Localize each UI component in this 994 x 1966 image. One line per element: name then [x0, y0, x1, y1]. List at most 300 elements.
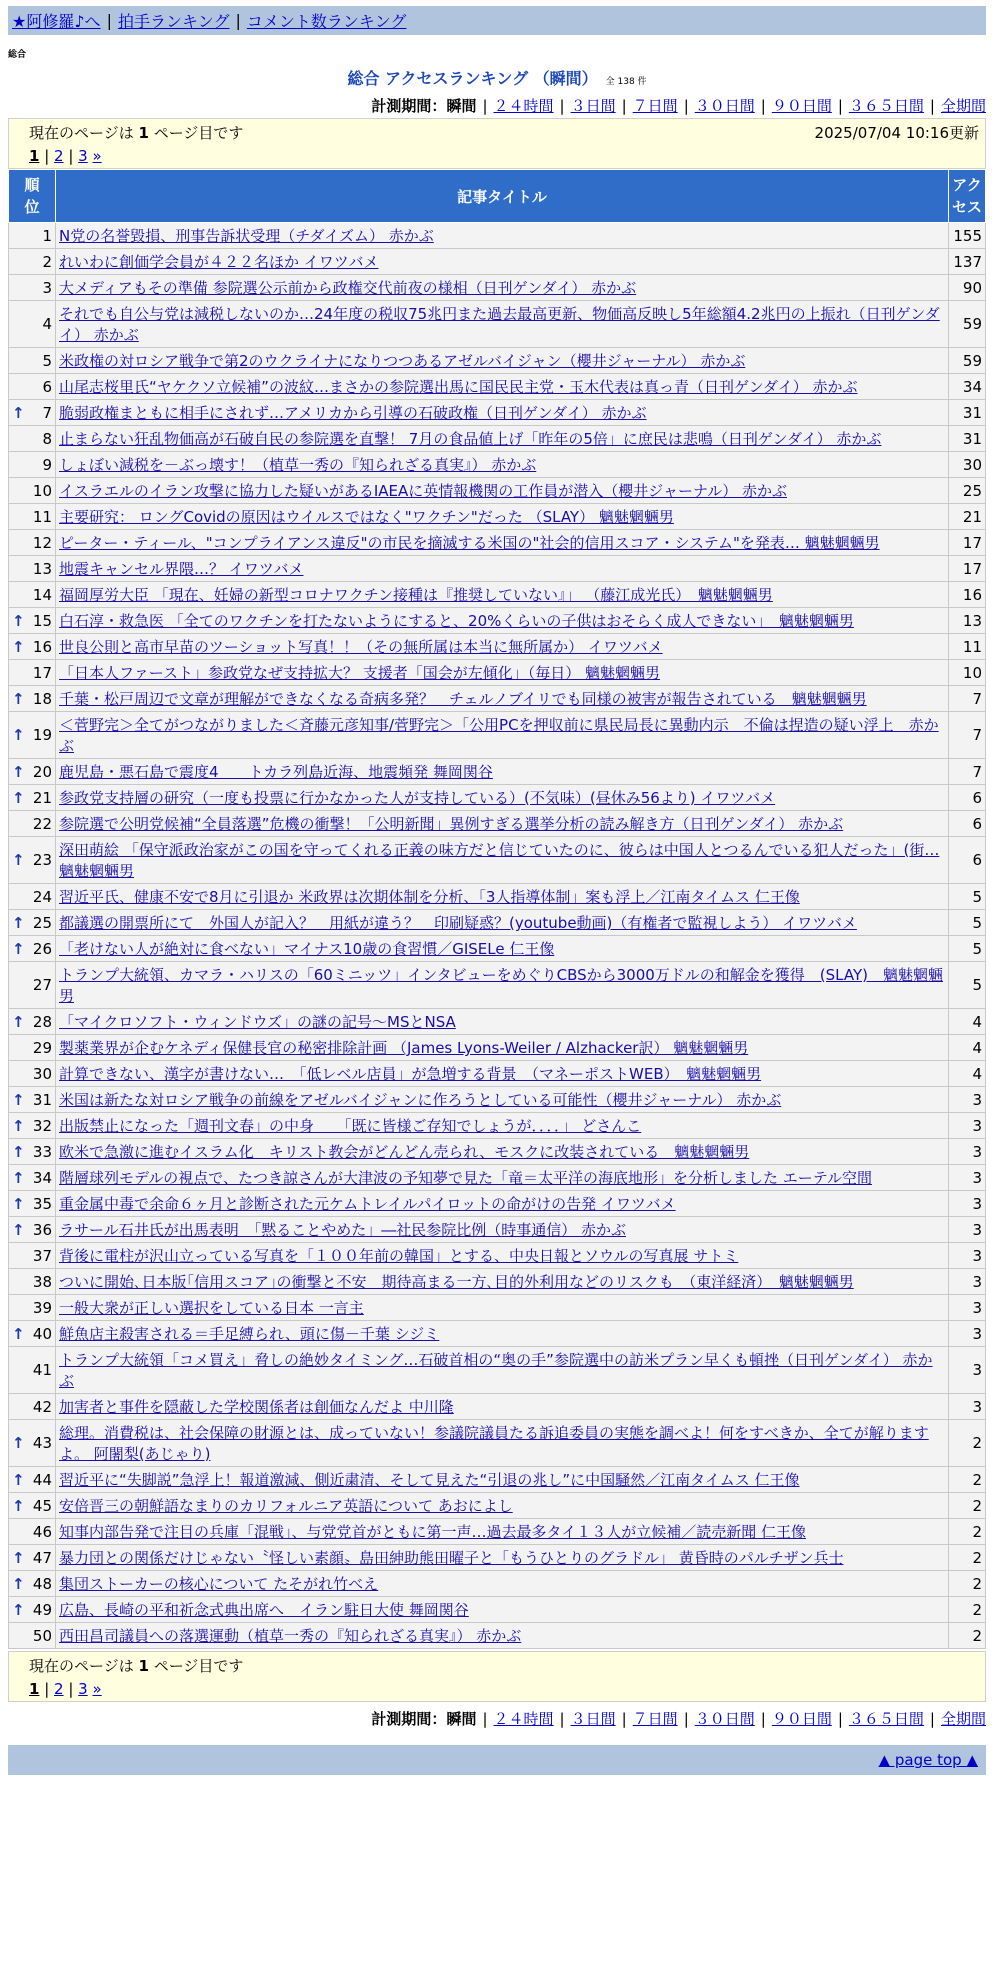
table-row: [9, 1519, 986, 1545]
rank-cell: [9, 884, 56, 910]
period-link[interactable]: ９０日間: [771, 97, 832, 115]
rank-number: 40: [32, 1324, 52, 1343]
table-row: [9, 1217, 986, 1243]
period-link[interactable]: ３６５日間: [848, 97, 924, 115]
table-row: [9, 1394, 986, 1420]
period-label: 計測期間：: [371, 97, 447, 115]
title-cell: [56, 556, 949, 582]
access-count: 2: [949, 1571, 986, 1597]
title-cell: [56, 1009, 949, 1035]
access-count: 155: [949, 223, 986, 249]
access-count: 31: [949, 400, 986, 426]
article-link[interactable]: 米国は新たな対ロシア戦争の前線をアゼルバイジャンに作ろうとしている可能性（櫻井ジャーナル） 赤かぶ: [59, 1091, 782, 1109]
access-count: 7: [949, 759, 986, 785]
title-cell: [56, 374, 949, 400]
access-count: 3: [949, 1165, 986, 1191]
period-link[interactable]: ７日間: [632, 97, 678, 115]
article-link[interactable]: 福岡厚労大臣 「現在、妊婦の新型コロナワクチン接種は『推奨していない』」 （藤江成光氏） 魑魅魍魎男: [59, 586, 773, 604]
table-row: [9, 910, 986, 936]
article-link[interactable]: 地震キャンセル界隈…？ イワツバメ: [59, 560, 304, 578]
period-separator: |: [482, 1710, 488, 1728]
rank-number: 13: [32, 559, 52, 578]
up-arrow-icon: ↑: [12, 1548, 25, 1567]
title-cell: [56, 1467, 949, 1493]
access-count: 17: [949, 556, 986, 582]
title-cell: [56, 1191, 949, 1217]
total-count: 全 138 件: [605, 77, 647, 87]
rank-number: 10: [32, 481, 52, 500]
comment-ranking-link[interactable]: コメント数ランキング: [246, 12, 407, 31]
access-count: 3: [949, 1113, 986, 1139]
table-row: [9, 837, 986, 884]
article-link[interactable]: 総理。消費税は、社会保障の財源とは、成っていない！参議院議員たる訴追委員の実態を調べよ！何をすべきか、全てが解りますよ。 阿闍梨(あじゃり): [59, 1424, 929, 1463]
period-selected: 瞬間: [446, 1710, 477, 1728]
access-count: 13: [949, 608, 986, 634]
rank-number: 36: [32, 1220, 52, 1239]
article-link[interactable]: 重金属中毒で余命６ヶ月と診断された元ケムトレイルパイロットの命がけの告発 イワツバメ: [59, 1195, 676, 1213]
rank-number: 43: [32, 1434, 52, 1452]
pagination-link[interactable]: 3: [78, 147, 88, 165]
ranking-title: 総合 アクセスランキング （瞬間）: [347, 69, 598, 88]
table-row: [9, 1269, 986, 1295]
table-row: [9, 582, 986, 608]
table-row: [9, 400, 986, 426]
access-count: 17: [949, 530, 986, 556]
rank-number: 31: [32, 1090, 52, 1109]
period-selected: 瞬間: [446, 97, 477, 115]
period-separator: |: [683, 97, 689, 115]
rank-number: 35: [32, 1194, 52, 1213]
article-link[interactable]: 参政党支持層の研究（一度も投票に行かなかった人が支持している）(不気味）(昼休み56より) イワツバメ: [59, 789, 776, 807]
title-cell: [56, 504, 949, 530]
top-nav-bar: [8, 6, 986, 35]
rank-number: 26: [32, 939, 52, 958]
rank-number: 46: [32, 1522, 52, 1541]
access-count: 2: [949, 1519, 986, 1545]
table-row: [9, 1493, 986, 1519]
period-separator: |: [559, 97, 565, 115]
access-count: 6: [949, 811, 986, 837]
article-link[interactable]: 一般大衆が正しい選択をしている日本 一言主: [59, 1299, 364, 1317]
article-link[interactable]: れいわに創価学会員が４２２名ほか イワツバメ: [59, 253, 379, 271]
article-link[interactable]: 都議選の開票所にて 外国人が記入？ 用紙が違う？ 印刷疑惑？(youtube動画)（有権者で監視しよう） イワツバメ: [59, 914, 857, 932]
rank-number: 42: [32, 1397, 52, 1416]
period-link[interactable]: ７日間: [632, 1710, 678, 1728]
article-link[interactable]: 「日本人ファースト」参政党なぜ支持拡大？ 支援者「国会が左傾化」（毎日） 魑魅魍魎男: [59, 664, 660, 682]
article-link[interactable]: トランプ大統領、カマラ・ハリスの「60ミニッツ」インタビューをめぐりCBSから3000万ドルの和解金を獲得 (SLAY) 魑魅魍魎男: [59, 966, 943, 1005]
period-separator: |: [837, 97, 843, 115]
title-cell: [56, 1519, 949, 1545]
rank-number: 11: [32, 507, 52, 526]
rank-number: 9: [42, 455, 52, 474]
article-link[interactable]: 主要研究： ロングCovidの原因はウイルスではなく"ワクチン"だった （SLAY） 魑魅魍魎男: [59, 508, 674, 526]
up-arrow-icon: ↑: [12, 1574, 25, 1593]
article-link[interactable]: 鮮魚店主殺害される＝手足縛られ、頭に傷－千葉 シジミ: [59, 1325, 440, 1343]
access-count: 3: [949, 1269, 986, 1295]
table-row: [9, 348, 986, 374]
access-count: 3: [949, 1217, 986, 1243]
table-row: [9, 1420, 986, 1467]
title-cell: [56, 400, 949, 426]
table-row: [9, 556, 986, 582]
article-link[interactable]: 山尾志桜里氏“ヤケクソ立候補”の波紋…まさかの参院選出馬に国民民主党・玉木代表は真っ青（日刊ゲンダイ） 赤かぶ: [59, 378, 858, 396]
title-cell: [56, 348, 949, 374]
article-link[interactable]: 参院選で公明党候補“全員落選”危機の衝撃！「公明新聞」異例すぎる選挙分析の読み解き方（日刊ゲンダイ） 赤かぶ: [59, 815, 844, 833]
rank-cell: [9, 1295, 56, 1321]
title-cell: [56, 478, 949, 504]
rank-number: 7: [42, 403, 52, 422]
page-info-box-bottom: [8, 1651, 986, 1702]
up-arrow-icon: ↑: [12, 1168, 25, 1187]
access-count: 4: [949, 1061, 986, 1087]
pagination-current: 1: [29, 147, 40, 165]
rank-cell: [9, 1035, 56, 1061]
rank-cell: [9, 275, 56, 301]
col-access-header: アクセス: [949, 170, 986, 223]
article-link[interactable]: 欧米で急激に進むイスラム化 キリスト教会がどんどん売られ、モスクに改装されている 魑魅魍魎男: [59, 1143, 750, 1161]
article-link[interactable]: 西田昌司議員への落選運動（植草一秀の『知られざる真実』） 赤かぶ: [59, 1627, 522, 1645]
rank-cell: [9, 608, 56, 634]
article-link[interactable]: 千葉・松戸周辺で文章が理解ができなくなる奇病多発？ チェルノブイリでも同様の被害が報告されている 魑魅魍魎男: [59, 690, 867, 708]
up-arrow-icon: ↑: [12, 689, 25, 708]
footer-bar: [8, 1745, 986, 1775]
table-row: [9, 962, 986, 1009]
period-link[interactable]: 全期間: [940, 97, 986, 115]
article-link[interactable]: トランプ大統領「コメ買え」脅しの絶妙タイミング…石破首相の“奥の手”参院選中の訪米プラン早くも頓挫（日刊ゲンダイ） 赤かぶ: [59, 1351, 933, 1390]
title-cell: [56, 530, 949, 556]
rank-number: 44: [32, 1470, 52, 1489]
article-link[interactable]: 階層球列モデルの視点で、たつき諒さんが大津波の予知夢で見た「竜＝太平洋の海底地形」を分析しました エーテル空間: [59, 1169, 872, 1187]
rank-number: 50: [32, 1626, 52, 1645]
period-link[interactable]: ３０日間: [694, 97, 755, 115]
rank-cell: [9, 1139, 56, 1165]
up-arrow-icon: ↑: [12, 611, 25, 630]
rank-number: 20: [32, 762, 52, 781]
title-cell: [56, 275, 949, 301]
period-separator: |: [929, 97, 935, 115]
rank-cell: [9, 452, 56, 478]
period-link[interactable]: ３６５日間: [848, 1710, 924, 1728]
rank-cell: [9, 1571, 56, 1597]
article-link[interactable]: 深田萌絵 「保守派政治家がこの国を守ってくれる正義の味方だと信じていたのに、彼らは中国人とつるんでいる犯人だった」(街… 魑魅魍魎男: [59, 841, 940, 880]
rank-cell: [9, 837, 56, 884]
access-count: 5: [949, 962, 986, 1009]
table-row: [9, 1623, 986, 1649]
pagination-separator: |: [63, 1680, 79, 1698]
period-separator: |: [760, 97, 766, 115]
rank-cell: [9, 1394, 56, 1420]
table-row: [9, 275, 986, 301]
rank-number: 39: [32, 1298, 52, 1317]
article-link[interactable]: 「マイクロソフト・ウィンドウズ」の謎の記号～MSとNSA: [59, 1013, 456, 1031]
rank-number: 8: [42, 429, 52, 448]
rank-cell: [9, 1113, 56, 1139]
current-page-text: 現在のページは 1 ページ目です: [29, 1657, 244, 1675]
pagination-next[interactable]: »: [92, 147, 102, 165]
access-count: 10: [949, 660, 986, 686]
ranking-table: [8, 169, 986, 1649]
rank-cell: [9, 478, 56, 504]
access-count: 137: [949, 249, 986, 275]
period-link[interactable]: ２４時間: [493, 97, 554, 115]
rank-cell: [9, 1321, 56, 1347]
period-link[interactable]: 全期間: [940, 1710, 986, 1728]
rank-number: 45: [32, 1496, 52, 1515]
article-link[interactable]: ラサール石井氏が出馬表明 「黙ることやめた」―社民参院比例（時事通信） 赤かぶ: [59, 1221, 626, 1239]
article-link[interactable]: 習近平に“失脚説”急浮上！報道激減、側近粛清、そして見えた“引退の兆し”に中国騒然／江南タイムス 仁王像: [59, 1471, 800, 1489]
rank-number: 1: [42, 226, 52, 245]
rank-cell: [9, 660, 56, 686]
access-count: 6: [949, 785, 986, 811]
up-arrow-icon: ↑: [12, 1116, 25, 1135]
title-cell: [56, 1623, 949, 1649]
table-row: [9, 452, 986, 478]
rank-cell: [9, 556, 56, 582]
access-count: 3: [949, 1191, 986, 1217]
access-count: 5: [949, 884, 986, 910]
article-link[interactable]: ついに開始､日本版｢信用スコア｣の衝撃と不安 期待高まる一方､目的外利用などのリスクも （東洋経済） 魑魅魍魎男: [59, 1273, 854, 1291]
rank-cell: [9, 374, 56, 400]
page-title: [0, 66, 994, 89]
article-link[interactable]: 世良公則と高市早苗のツーショット写真！！（その無所属は本当に無所属か） イワツバメ: [59, 638, 663, 656]
article-link[interactable]: それでも自公与党は減税しないのか…24年度の税収75兆円また過去最高更新、物価高反映し5年総額4.2兆円の上振れ（日刊ゲンダイ） 赤かぶ: [59, 305, 940, 344]
rank-cell: [9, 634, 56, 660]
rank-cell: [9, 1545, 56, 1571]
access-count: 7: [949, 712, 986, 759]
up-arrow-icon: ↑: [12, 939, 25, 958]
access-count: 59: [949, 348, 986, 374]
article-link[interactable]: 脆弱政権まともに相手にされず…アメリカから引導の石破政権（日刊ゲンダイ） 赤かぶ: [59, 404, 647, 422]
table-row: [9, 478, 986, 504]
rank-cell: [9, 530, 56, 556]
article-link[interactable]: 計算できない、漢字が書けない… 「低レベル店員」が急増する背景 （マネーポストWEB） 魑魅魍魎男: [59, 1065, 762, 1083]
table-row: [9, 1061, 986, 1087]
up-arrow-icon: ↑: [12, 1220, 25, 1239]
table-row: [9, 1295, 986, 1321]
period-link[interactable]: ３日間: [570, 1710, 616, 1728]
access-count: 3: [949, 1087, 986, 1113]
period-link[interactable]: ９０日間: [771, 1710, 832, 1728]
rank-number: 18: [32, 689, 52, 708]
access-count: 4: [949, 1009, 986, 1035]
rank-cell: [9, 936, 56, 962]
title-cell: [56, 301, 949, 348]
clap-ranking-link[interactable]: 拍手ランキング: [117, 12, 230, 31]
rank-number: 48: [32, 1574, 52, 1593]
access-count: 5: [949, 936, 986, 962]
rank-cell: [9, 223, 56, 249]
title-cell: [56, 785, 949, 811]
access-count: 30: [949, 452, 986, 478]
pagination-next[interactable]: »: [92, 1680, 102, 1698]
table-row: [9, 1009, 986, 1035]
table-row: [9, 1243, 986, 1269]
period-separator: |: [621, 97, 627, 115]
rank-cell: [9, 504, 56, 530]
access-count: 59: [949, 301, 986, 348]
article-link[interactable]: 鹿児島・悪石島で震度4 トカラ列島近海、地震頻発 舞岡関谷: [59, 763, 493, 781]
title-cell: [56, 1243, 949, 1269]
rank-number: 27: [32, 976, 52, 994]
table-row: [9, 504, 986, 530]
article-link[interactable]: ピーター・ティール、"コンプライアンス違反"の市民を摘滅する米国の"社会的信用スコア・システム"を発表… 魑魅魍魎男: [59, 534, 880, 552]
title-cell: [56, 811, 949, 837]
article-link[interactable]: 大メディアもその準備 参院選公示前から政権交代前夜の様相（日刊ゲンダイ） 赤かぶ: [59, 279, 637, 297]
title-cell: [56, 759, 949, 785]
rank-cell: [9, 1623, 56, 1649]
title-cell: [56, 712, 949, 759]
nav-separator: |: [106, 11, 112, 30]
rank-number: 34: [32, 1168, 52, 1187]
article-link[interactable]: 加害者と事件を隠蔽した学校関係者は創価なんだよ 中川隆: [59, 1398, 454, 1416]
article-link[interactable]: 安倍晋三の朝鮮語なまりのカリフォルニア英語について あおによし: [59, 1497, 513, 1515]
period-link[interactable]: ２４時間: [493, 1710, 554, 1728]
period-separator: |: [760, 1710, 766, 1728]
rank-number: 17: [32, 663, 52, 682]
up-arrow-icon: ↑: [12, 1434, 25, 1452]
table-row: [9, 1139, 986, 1165]
up-arrow-icon: ↑: [12, 1600, 25, 1619]
title-cell: [56, 1545, 949, 1571]
rank-number: 22: [32, 814, 52, 833]
rank-cell: [9, 582, 56, 608]
title-cell: [56, 426, 949, 452]
home-link[interactable]: ★阿修羅♪へ: [12, 12, 101, 31]
access-count: 2: [949, 1545, 986, 1571]
up-arrow-icon: ↑: [12, 1496, 25, 1515]
article-link[interactable]: 米政権の対ロシア戦争で第2のウクライナになりつつあるアゼルバイジャン（櫻井ジャーナル） 赤かぶ: [59, 352, 746, 370]
pagination-link[interactable]: 2: [54, 1680, 64, 1698]
rank-cell: [9, 759, 56, 785]
rank-cell: [9, 1420, 56, 1467]
title-cell: [56, 1087, 949, 1113]
article-link[interactable]: 知事内部告発で注目の兵庫「混戦」、与党党首がともに第一声…過去最多タイ１３人が立候補／読売新聞 仁王像: [59, 1523, 806, 1541]
rank-number: 25: [32, 913, 52, 932]
access-count: 11: [949, 634, 986, 660]
table-header-row: [9, 170, 986, 223]
up-arrow-icon: ↑: [12, 1090, 25, 1109]
pagination-link[interactable]: 2: [54, 147, 64, 165]
title-cell: [56, 223, 949, 249]
access-count: 2: [949, 1493, 986, 1519]
rank-cell: [9, 1217, 56, 1243]
access-count: 90: [949, 275, 986, 301]
up-arrow-icon: ↑: [12, 762, 25, 781]
period-link[interactable]: ３０日間: [694, 1710, 755, 1728]
article-link[interactable]: ＜菅野完＞全てがつながりました＜斉藤元彦知事/菅野完＞「公用PCを押収前に県民局長に異動内示 不倫は捏造の疑い浮上 赤かぶ: [59, 716, 939, 755]
up-arrow-icon: ↑: [12, 637, 25, 656]
title-cell: [56, 1217, 949, 1243]
title-cell: [56, 660, 949, 686]
rank-cell: [9, 785, 56, 811]
title-cell: [56, 1394, 949, 1420]
article-link[interactable]: 止まらない狂乱物価高が石破自民の参院選を直撃！ 7月の食品値上げ「昨年の5倍」に庶民は悲鳴（日刊ゲンダイ） 赤かぶ: [59, 430, 882, 448]
rank-number: 33: [32, 1142, 52, 1161]
rank-number: 12: [32, 533, 52, 552]
up-arrow-icon: ↑: [12, 913, 25, 932]
pagination-separator: |: [39, 147, 55, 165]
updated-timestamp: 2025/07/04 10:16更新: [814, 124, 979, 142]
rank-cell: [9, 1243, 56, 1269]
access-count: 21: [949, 504, 986, 530]
title-cell: [56, 1597, 949, 1623]
period-link[interactable]: ３日間: [570, 97, 616, 115]
article-link[interactable]: 暴力団との関係だけじゃない〝怪しい素顔〟島田紳助熊田曜子と「もうひとりのグラドル」 黄昏時のパルチザン兵士: [59, 1549, 844, 1567]
page-top-link[interactable]: ▲ page top ▲: [878, 1751, 978, 1769]
article-link[interactable]: 製薬業界が企むケネディ保健長官の秘密排除計画 （James Lyons-Weiler / Alzhacker訳） 魑魅魍魎男: [59, 1039, 749, 1057]
table-row: [9, 686, 986, 712]
period-separator: |: [621, 1710, 627, 1728]
up-arrow-icon: ↑: [12, 851, 25, 869]
rank-number: 3: [42, 278, 52, 297]
title-cell: [56, 910, 949, 936]
article-link[interactable]: N党の名誉毀損、刑事告訴状受理（チダイズム） 赤かぶ: [59, 227, 434, 245]
rank-cell: [9, 1087, 56, 1113]
title-cell: [56, 1165, 949, 1191]
rank-number: 23: [32, 851, 52, 869]
rank-number: 2: [42, 252, 52, 271]
col-title-header: 記事タイトル: [56, 170, 949, 223]
table-row: [9, 660, 986, 686]
article-link[interactable]: しょぼい減税を－ぶっ壊す！（植草一秀の『知られざる真実』） 赤かぶ: [59, 456, 537, 474]
table-row: [9, 1165, 986, 1191]
rank-cell: [9, 712, 56, 759]
rank-number: 30: [32, 1064, 52, 1083]
access-count: 4: [949, 1035, 986, 1061]
article-link[interactable]: 「老けない人が絶対に食べない」マイナス10歳の食習慣／GISELe 仁王像: [59, 940, 555, 958]
title-cell: [56, 608, 949, 634]
title-cell: [56, 1035, 949, 1061]
access-count: 2: [949, 1420, 986, 1467]
table-row: [9, 374, 986, 400]
rank-cell: [9, 1191, 56, 1217]
rank-cell: [9, 1597, 56, 1623]
category-label: 総合: [8, 50, 27, 60]
period-selector-bottom: [0, 1708, 994, 1729]
title-cell: [56, 1347, 949, 1394]
table-row: [9, 759, 986, 785]
rank-number: 41: [32, 1361, 52, 1379]
table-row: [9, 426, 986, 452]
rank-number: 6: [42, 377, 52, 396]
access-count: 3: [949, 1243, 986, 1269]
pagination-separator: |: [63, 147, 79, 165]
rank-number: 14: [32, 585, 52, 604]
period-label: 計測期間：: [371, 1710, 447, 1728]
table-row: [9, 1087, 986, 1113]
article-link[interactable]: 広島、長崎の平和祈念式典出席へ イラン駐日大使 舞岡関谷: [59, 1601, 469, 1619]
rank-number: 19: [32, 726, 52, 744]
article-link[interactable]: イスラエルのイラン攻撃に協力した疑いがあるIAEAに英情報機関の工作員が潜入（櫻井ジャーナル） 赤かぶ: [59, 482, 787, 500]
article-link[interactable]: 習近平氏、健康不安で8月に引退か 米政界は次期体制を分析、「3人指導体制」案も浮上／江南タイムス 仁王像: [59, 888, 800, 906]
table-row: [9, 1191, 986, 1217]
article-link[interactable]: 白石淳・救急医 「全てのワクチンを打たないようにすると、20%くらいの子供はおそらく成人できない」 魑魅魍魎男: [59, 612, 854, 630]
access-count: 3: [949, 1295, 986, 1321]
rank-cell: [9, 301, 56, 348]
access-count: 6: [949, 837, 986, 884]
article-link[interactable]: 出版禁止になった「週刊文春」の中身 「既に皆様ご存知でしょうが．．．．」 どさんこ: [59, 1117, 642, 1135]
access-count: 5: [949, 910, 986, 936]
table-row: [9, 608, 986, 634]
up-arrow-icon: ↑: [12, 1012, 25, 1031]
article-link[interactable]: 背後に電柱が沢山立っている写真を「１００年前の韓国」とする、中央日報とソウルの写真展 サトミ: [59, 1247, 739, 1265]
access-count: 3: [949, 1347, 986, 1394]
article-link[interactable]: 集団ストーカーの核心について たそがれ竹べえ: [59, 1575, 379, 1593]
pagination-link[interactable]: 3: [78, 1680, 88, 1698]
title-cell: [56, 936, 949, 962]
rank-number: 15: [32, 611, 52, 630]
title-cell: [56, 1269, 949, 1295]
